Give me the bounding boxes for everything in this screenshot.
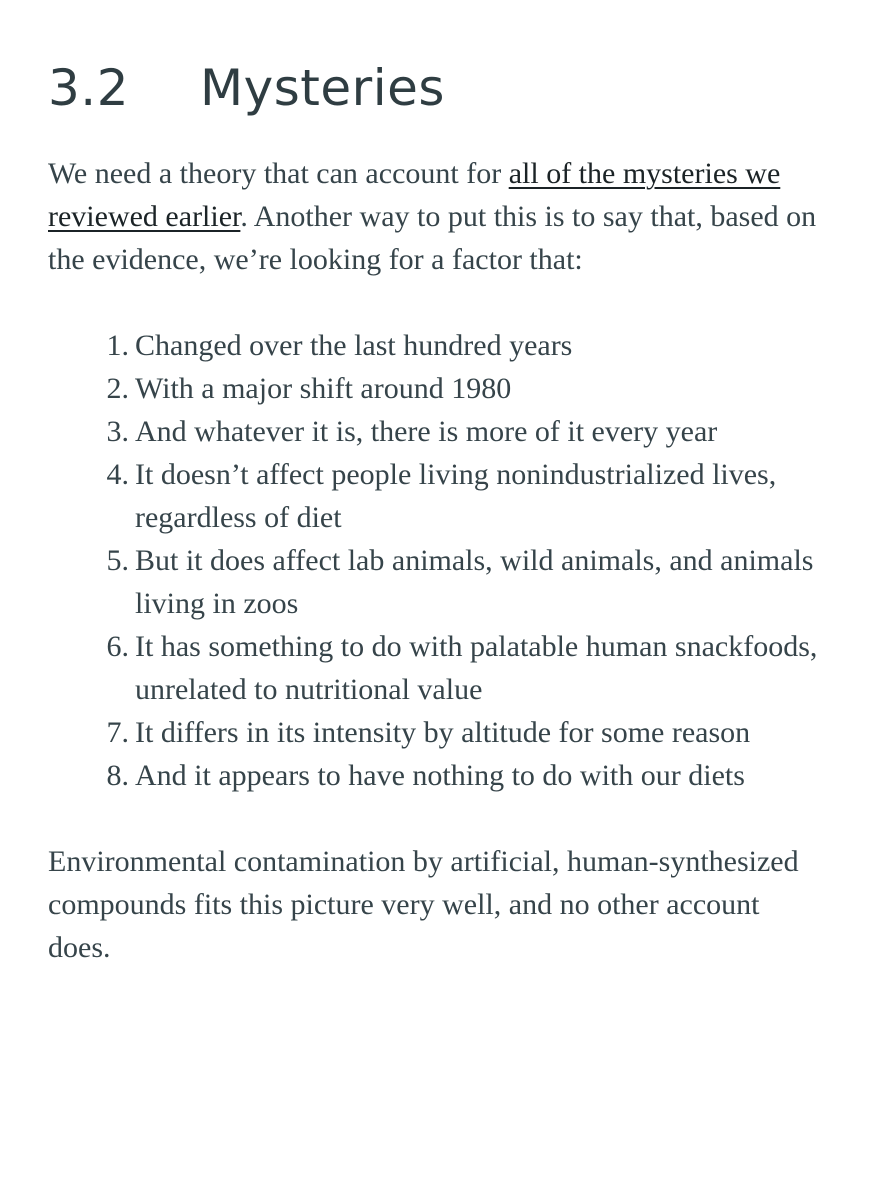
list-item-number: 5. xyxy=(106,544,129,577)
list-item xyxy=(106,324,827,367)
list-item-text: And whatever it is, there is more of it every year xyxy=(135,415,718,448)
list-item xyxy=(106,754,827,797)
intro-paragraph xyxy=(48,152,827,281)
conclusion-paragraph: Environmental contamination by artificial, human-synthesized compounds fits this picture very well, and no other account does. xyxy=(48,845,799,964)
list-item-number: 1. xyxy=(106,329,129,362)
section-title: Mysteries xyxy=(200,59,445,117)
list-item-text: But it does affect lab animals, wild animals, and animals living in zoos xyxy=(135,544,814,620)
list-item xyxy=(106,539,827,625)
list-item-number: 4. xyxy=(106,458,129,491)
list-item-number: 2. xyxy=(106,372,129,405)
section-number: 3.2 xyxy=(48,59,130,117)
list-item xyxy=(106,625,827,711)
list-item xyxy=(106,410,827,453)
list-item-text: Changed over the last hundred years xyxy=(135,329,573,362)
list-item-text: And it appears to have nothing to do with our diets xyxy=(135,759,745,792)
intro-text-start: We need a theory that can account for xyxy=(48,157,509,190)
intro-text-end: . Another way to put this is to say that, based on the evidence, we’re looking for a factor that: xyxy=(48,200,817,276)
list-item-number: 6. xyxy=(106,630,129,663)
list-item-text: It has something to do with palatable human snackfoods, unrelated to nutritional value xyxy=(135,630,818,706)
mysteries-link[interactable]: all of the mysteries we reviewed earlier xyxy=(48,157,781,233)
list-item-text: With a major shift around 1980 xyxy=(135,372,512,405)
list-item-text: It differs in its intensity by altitude for some reason xyxy=(135,716,751,749)
section-heading xyxy=(48,52,827,124)
list-item xyxy=(106,453,827,539)
list-item-number: 3. xyxy=(106,415,129,448)
mysteries-list xyxy=(48,324,827,797)
list-item-text: It doesn’t affect people living nonindustrialized lives, regardless of diet xyxy=(135,458,777,534)
list-item-number: 8. xyxy=(106,759,129,792)
list-item xyxy=(106,711,827,754)
list-item-number: 7. xyxy=(106,716,129,749)
list-item xyxy=(106,367,827,410)
